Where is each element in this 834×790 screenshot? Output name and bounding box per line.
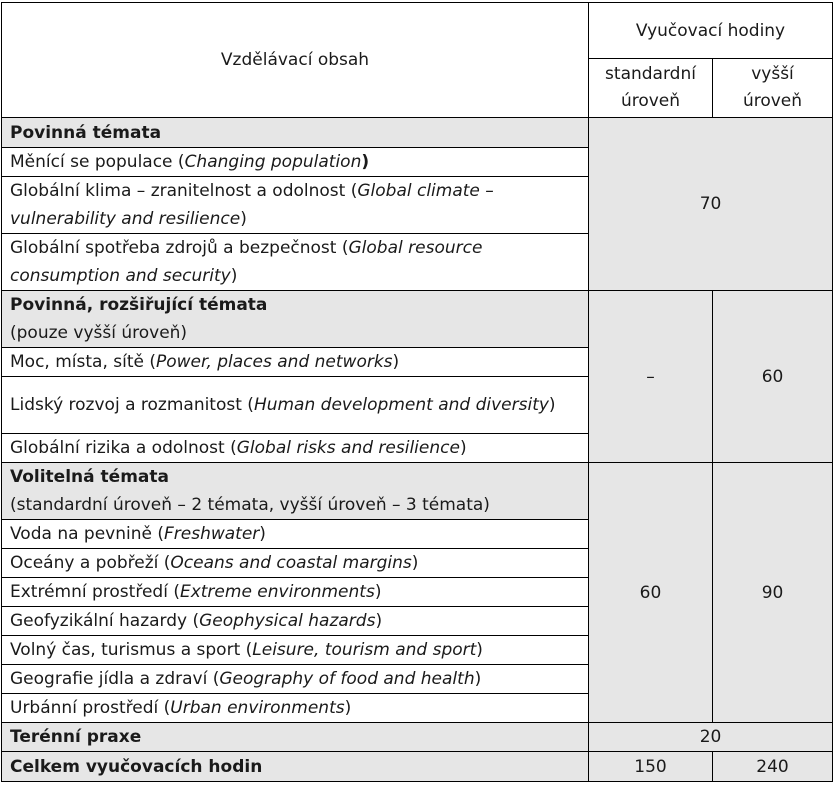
extension-standard-hours: – [589,291,713,463]
topic-row: Moc, místa, sítě (Power, places and networks) [2,348,589,377]
topic-row: Lidský rozvoj a rozmanitost (Human development and diversity) [2,377,589,434]
topic-row: Geografie jídla a zdraví (Geography of food and health) [2,665,589,694]
topic-row: Geofyzikální hazardy (Geophysical hazards) [2,607,589,636]
section-title-mandatory: Povinná témata [2,118,589,148]
section-title-optional: Volitelná témata (standardní úroveň – 2 témata, vyšší úroveň – 3 témata) [2,463,589,520]
topic-row: Volný čas, turismus a sport (Leisure, tourism and sport) [2,636,589,665]
total-label: Celkem vyučovacích hodin [2,752,589,782]
extension-higher-hours: 60 [713,291,833,463]
hours-header: Vyučovací hodiny [589,3,833,59]
fieldwork-hours: 20 [589,723,833,752]
optional-standard-hours: 60 [589,463,713,723]
curriculum-table [1,2,833,782]
topic-row: Měnící se populace (Changing population) [2,148,589,177]
fieldwork-label: Terénní praxe [2,723,589,752]
topic-row: Globální klima – zranitelnost a odolnost (Global climate – vulnerability and resilience) [2,177,589,234]
total-standard-hours: 150 [589,752,713,782]
topic-row: Globální rizika a odolnost (Global risks and resilience) [2,434,589,463]
mandatory-hours: 70 [589,118,833,291]
standard-level-header: standardní úroveň [589,59,713,118]
optional-higher-hours: 90 [713,463,833,723]
higher-level-header: vyšší úroveň [713,59,833,118]
topic-row: Globální spotřeba zdrojů a bezpečnost (Global resource consumption and security) [2,234,589,291]
topic-row: Voda na pevnině (Freshwater) [2,520,589,549]
content-header: Vzdělávací obsah [2,3,589,118]
topic-row: Urbánní prostředí (Urban environments) [2,694,589,723]
topic-row: Extrémní prostředí (Extreme environments) [2,578,589,607]
section-title-extension: Povinná, rozšiřující témata (pouze vyšší úroveň) [2,291,589,348]
topic-row: Oceány a pobřeží (Oceans and coastal margins) [2,549,589,578]
total-higher-hours: 240 [713,752,833,782]
